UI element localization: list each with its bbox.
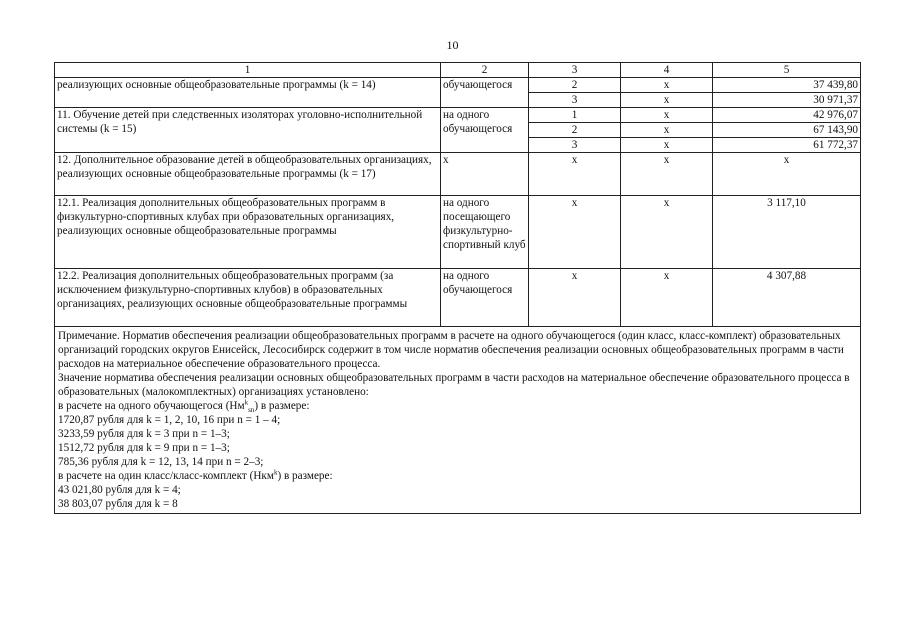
row-name: 11. Обучение детей при следственных изоляторах уголовно-исполнительной системы (k = 15) [55, 108, 441, 153]
row-x: х [621, 78, 713, 93]
row-n: 3 [529, 93, 621, 108]
row-value: 42 976,07 [713, 108, 861, 123]
table-row [55, 153, 861, 196]
row-name: 12.2. Реализация дополнительных общеобразовательных программ (за исключением физкультурно-спортивных клубов) в образовательных организациях, реализующих основные общеобразовательные программы [55, 269, 441, 327]
table-row [55, 269, 861, 327]
row-x: х [621, 196, 713, 269]
row-n: х [529, 269, 621, 327]
row-n: х [529, 153, 621, 196]
row-value: х [713, 153, 861, 196]
row-name: реализующих основные общеобразовательные программы (k = 14) [55, 78, 441, 108]
note-line: 785,36 рубля для k = 12, 13, 14 при n = 2–3; [58, 456, 264, 468]
row-x: х [621, 138, 713, 153]
row-value: 61 772,37 [713, 138, 861, 153]
row-value: 67 143,90 [713, 123, 861, 138]
row-name: 12. Дополнительное образование детей в общеобразовательных организациях, реализующих основные общеобразовательные программы (k = 17) [55, 153, 441, 196]
table-row [55, 108, 861, 123]
row-unit: на одного обучающегося [441, 108, 529, 153]
row-n: х [529, 196, 621, 269]
note-paragraph: Значение норматива обеспечения реализации основных общеобразовательных программ в части расходов на материальное обеспечение образовательного процесса в образовательных (малокомплектных) организациях установлено: [58, 372, 850, 398]
row-unit: х [441, 153, 529, 196]
row-n: 3 [529, 138, 621, 153]
row-value: 37 439,80 [713, 78, 861, 93]
header-col-2: 2 [441, 63, 529, 78]
row-value: 4 307,88 [713, 269, 861, 327]
note-line: 3233,59 рубля для k = 3 при n = 1–3; [58, 428, 230, 440]
row-unit: на одного обучающегося [441, 269, 529, 327]
row-value: 30 971,37 [713, 93, 861, 108]
row-unit: обучающегося [441, 78, 529, 108]
note-line: в расчете на одного обучающегося $(Нм^k_{sn})$ в размере: [58, 398, 310, 415]
normative-table [54, 62, 861, 514]
note-line: в расчете на один класс/класс-комплект (Нкм$^k$) в размере: [58, 468, 333, 482]
note-paragraph: Примечание. Норматив обеспечения реализации общеобразовательных программ в расчете на одного обучающегося (один класс, класс-комплект) образовательных организаций городских округов Енисейск, Лесосибирск содержит в том числе норматив обеспечения реализации основных общеобразовательных программ в части расходов на материальное обеспечение образовательного процесса. [58, 330, 844, 370]
row-n: 2 [529, 78, 621, 93]
note-cell [55, 327, 861, 514]
header-col-4: 4 [621, 63, 713, 78]
table-row [55, 196, 861, 269]
row-value: 3 117,10 [713, 196, 861, 269]
header-col-5: 5 [713, 63, 861, 78]
row-x: х [621, 93, 713, 108]
note-line: 1512,72 рубля для k = 9 при n = 1–3; [58, 442, 230, 454]
table-header-row [55, 63, 861, 78]
header-col-1: 1 [55, 63, 441, 78]
header-col-3: 3 [529, 63, 621, 78]
row-unit: на одного посещающего физкультурно-спортивный клуб [441, 196, 529, 269]
note-line: 1720,87 рубля для k = 1, 2, 10, 16 при n = 1 – 4; [58, 414, 281, 426]
row-x: х [621, 269, 713, 327]
note-line: 43 021,80 рубля для k = 4; [58, 484, 181, 496]
table-row [55, 78, 861, 93]
row-x: х [621, 123, 713, 138]
row-x: х [621, 153, 713, 196]
note-row [55, 327, 861, 514]
page-number: 10 [446, 38, 459, 52]
note-line: 38 803,07 рубля для k = 8 [58, 498, 178, 510]
row-name: 12.1. Реализация дополнительных общеобразовательных программ в физкультурно-спортивных клубах при образовательных организациях, реализующих основные общеобразовательные программы [55, 196, 441, 269]
row-n: 2 [529, 123, 621, 138]
row-x: х [621, 108, 713, 123]
row-n: 1 [529, 108, 621, 123]
